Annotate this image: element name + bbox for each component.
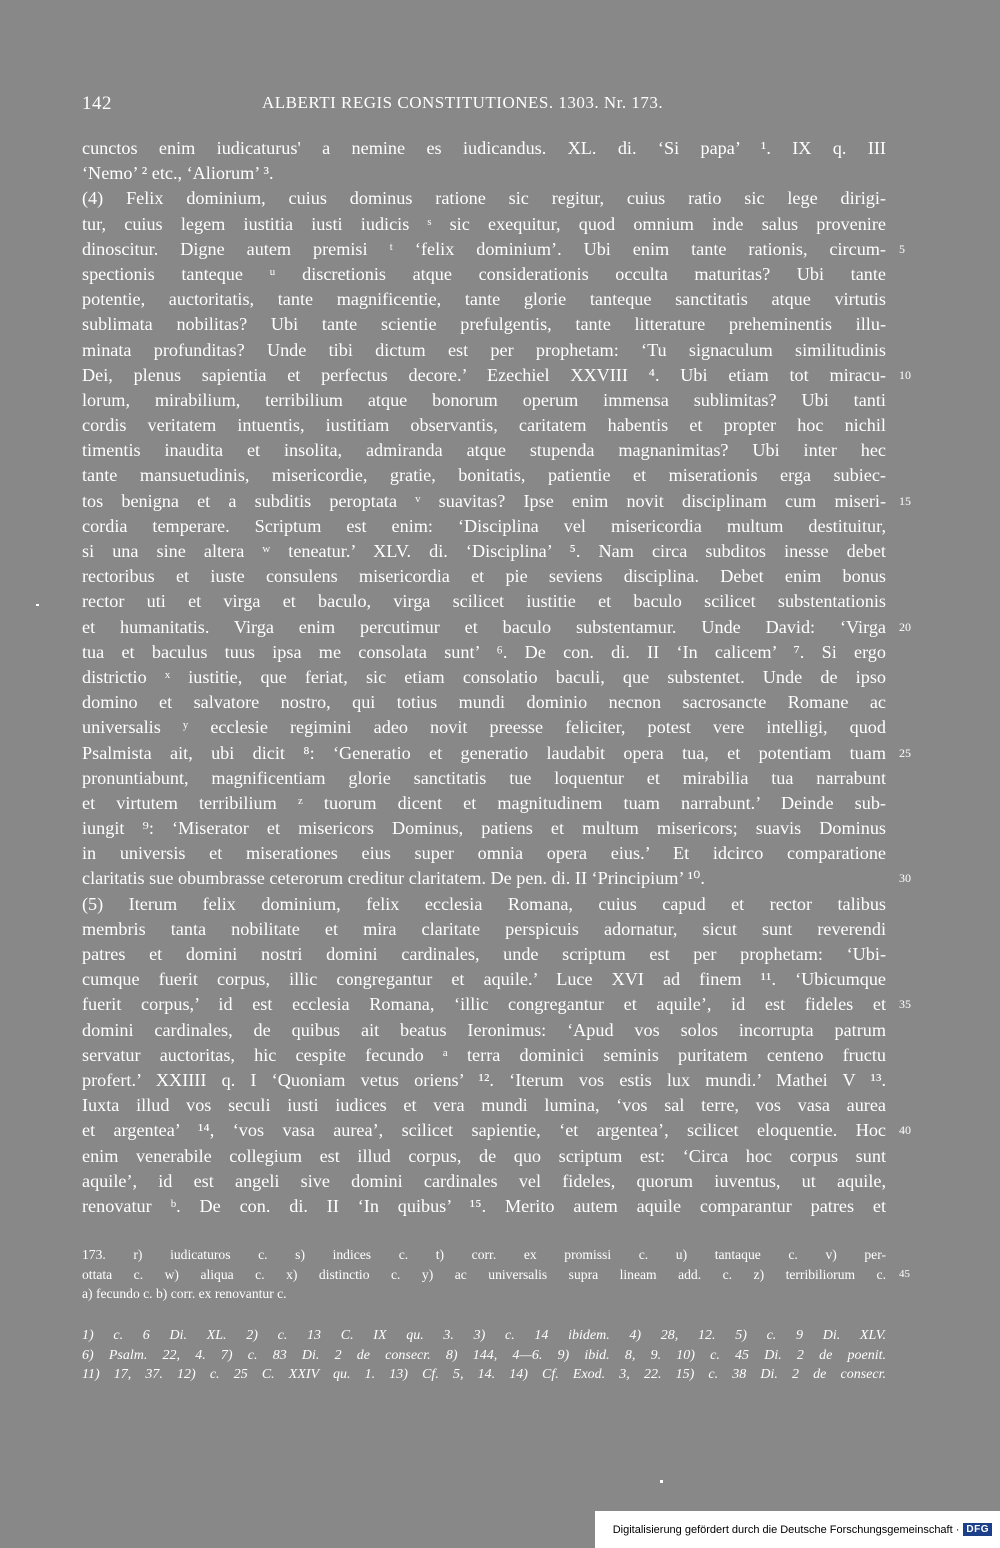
source-note-line: 11) 17, 37. 12) c. 25 C. XXIV qu. 1. 13) Cf. 5, 14. 14) Cf. Exod. 3, 22. 15) c. 38 Di. 2 de consecr. [82, 1367, 886, 1382]
footnote-text: ottata c. w) aliqua c. x) distinctio c. y) ac universalis supra lineam add. c. z) terribiliorum c. [82, 1266, 886, 1282]
text-line-content: pronuntiabunt, magnificentiam glorie sanctitatis tue loquentur et mirabilia tua narrabunt [82, 767, 886, 788]
text-line [82, 388, 886, 413]
line-number: 40 [899, 1123, 911, 1138]
text-line-content: fuerit corpus,’ id est ecclesia Romana, ‘illic congregantur et aquile’, id est fideles et [82, 994, 886, 1015]
text-line-content: ‘Nemo’ ² etc., ‘Aliorum’ ³. [82, 163, 274, 184]
line-number: 20 [899, 619, 911, 634]
text-line [82, 741, 911, 766]
text-line-content: profert.’ XXIIII q. I ‘Quoniam vetus oriens’ ¹². ‘Iterum vos estis lux mundi.’ Mathei V ¹³. [82, 1069, 886, 1090]
text-line-content: et virtutem terribilium ᶻ tuorum dicent et magnitudinem tuam narrabunt.’ Deinde sub- [82, 792, 886, 813]
text-line-content: (5) Iterum felix dominium, felix ecclesia Romana, cuius capud et rector talibus [82, 893, 886, 914]
text-line-content: Dei, plenus sapientia et perfectus decore.’ Ezechiel XXVIII ⁴. Ubi etiam tot miracu- [82, 364, 886, 385]
text-line [82, 514, 886, 539]
text-line [82, 866, 911, 891]
text-line [82, 463, 886, 488]
text-line [82, 766, 886, 791]
source-note-line: 6) Psalm. 22, 4. 7) c. 83 Di. 2 de consecr. 8) 144, 4—6. 9) ibid. 8, 9. 10) c. 45 Di. 2 de poenit. [82, 1347, 886, 1363]
text-line-content: domini cardinales, de quibus ait beatus Ieronimus: ‘Apud vos solos incorrupta patrum [82, 1019, 886, 1040]
footnote-text: a) fecundo c. b) corr. ex renovantur c. [82, 1286, 287, 1301]
text-line-content: enim venerabile collegium est illud corpus, de quo scriptum est: ‘Circa hoc corpus sunt [82, 1145, 886, 1166]
text-line-content: districtio ˣ iustitie, que feriat, sic etiam consolatio baculi, que substentet. Unde de ipso [82, 666, 886, 687]
scan-speck [36, 604, 39, 606]
text-line [82, 262, 886, 287]
funding-footer [595, 1511, 1000, 1548]
line-number: 45 [899, 1267, 910, 1280]
funding-text: Digitalisierung gefördert durch die Deutsche Forschungsgemeinschaft · [612, 1523, 960, 1536]
line-number: 25 [899, 745, 911, 760]
line-number: 15 [899, 493, 911, 508]
text-line-content: (4) Felix dominium, cuius dominus ratione sic regitur, cuius ratio sic lege dirigi- [82, 188, 886, 209]
text-line [82, 413, 886, 438]
line-number: 35 [899, 997, 911, 1012]
text-line-content: aquile’, id est angeli sive domini cardinales vel fideles, quorum iuventus, ut aquile, [82, 1170, 886, 1191]
text-line [82, 640, 886, 665]
text-line-content: cordia temperare. Scriptum est enim: ‘Disciplina vel misericordia multum destituitur, [82, 515, 886, 536]
text-line [82, 715, 886, 740]
text-line [82, 1018, 886, 1043]
text-line [82, 312, 886, 337]
text-line [82, 665, 886, 690]
text-line-content: spectionis tanteque ᵘ discretionis atque considerationis occulta maturitas? Ubi tante [82, 263, 886, 284]
page-number: 142 [82, 93, 112, 114]
text-line [82, 892, 886, 917]
text-line [82, 489, 911, 514]
text-line [82, 212, 886, 237]
text-line [82, 1144, 886, 1169]
text-line-content: minata profunditas? Unde tibi dictum est per prophetam: ‘Tu signaculum similitudinis [82, 339, 886, 360]
text-line-content: et argentea’ ¹⁴, ‘vos vasa aurea’, scilicet sapientie, ‘et argentea’, scilicet eloquentie. Hoc [82, 1120, 886, 1141]
text-line-content: iungit ⁹: ‘Miserator et misericors Dominus, patiens et multum misericors; suavis Dominus [82, 818, 886, 839]
text-line-content: et humanitatis. Virga enim percutimur et baculo substentamur. Unde David: ‘Virga [82, 616, 886, 637]
text-line [82, 690, 886, 715]
source-notes [82, 1326, 886, 1385]
text-line-content: cordis veritatem intuentis, iustitiam observantis, caritatem habentis et propter hoc nichil [82, 415, 886, 436]
footnote-text: 173. r) iudicaturos c. s) indices c. t) corr. ex promissi c. u) tantaque c. v) per- [82, 1247, 886, 1262]
text-line-content: tante mansuetudinis, misericordie, gratie, bonitatis, patientie et miserationis erga subiec- [82, 465, 886, 486]
text-line-content: cunctos enim iudicaturus' a nemine es iudicandus. XL. di. ‘Si papa’ ¹. IX q. III [82, 138, 886, 158]
text-line [82, 589, 886, 614]
text-line-content: patres et domini nostri domini cardinales, unde scriptum est per prophetam: ‘Ubi- [82, 944, 886, 964]
text-line-content: potentie, auctoritatis, tante magnificentie, tante glorie tanteque sanctitatis atque virtutis [82, 289, 886, 310]
text-line [82, 161, 886, 186]
text-line [82, 338, 886, 363]
text-line-content: Iuxta illud vos seculi iusti iudices et vera mundi lumina, ‘vos sal terre, vos vasa aurea [82, 1095, 886, 1116]
text-line [82, 287, 886, 312]
text-line-content: renovatur ᵇ. De con. di. II ‘In quibus’ ¹⁵. Merito autem aquile comparantur patres et [82, 1195, 886, 1216]
text-line [82, 1169, 886, 1194]
text-line-content: si una sine altera ʷ teneatur.’ XLV. di. ‘Disciplina’ ⁵. Nam circa subditos inesse debet [82, 541, 886, 561]
line-number: 5 [899, 241, 905, 256]
text-line-content: rector uti et virga et baculo, virga scilicet iustitie et baculo scilicet substentationis [82, 591, 886, 612]
text-line [82, 539, 886, 564]
text-line-content: membris tanta nobilitate et mira claritate perspicuis adornatur, sicut sunt reverendi [82, 918, 886, 939]
text-line [82, 791, 886, 816]
text-line [82, 816, 886, 841]
text-line [82, 186, 886, 211]
footnote-line [82, 1265, 910, 1285]
text-line-content: Psalmista ait, ubi dicit ⁸: ‘Generatio et generatio laudabit opera tua, et potentiam tuam [82, 742, 886, 763]
source-note-line: 1) c. 6 Di. XL. 2) c. 13 C. IX qu. 3. 3) c. 14 ibidem. 4) 28, 12. 5) c. 9 Di. XLV. [82, 1328, 886, 1343]
footnote-line [82, 1284, 886, 1304]
text-line-content: lorum, mirabilium, terribilium atque bonorum operum immensa sublimitas? Ubi tanti [82, 389, 886, 410]
line-number: 30 [899, 871, 911, 886]
text-line [82, 1194, 886, 1219]
text-line [82, 438, 886, 463]
text-line [82, 363, 911, 388]
footnote-line [82, 1245, 886, 1265]
text-line [82, 992, 911, 1017]
scan-speck [660, 1480, 663, 1483]
text-line-content: tur, cuius legem iustitia iusti iudicis ˢ sic exequitur, quod omnium inde salus provenire [82, 213, 886, 234]
text-line [82, 967, 886, 992]
text-line [82, 1118, 911, 1143]
text-line [82, 1043, 886, 1068]
critical-apparatus [82, 1245, 910, 1304]
text-line-content: in universis et miserationes eius super omnia opera eius.’ Et idcirco comparatione [82, 843, 886, 864]
text-line-content: cumque fuerit corpus, illic congregantur et aquile.’ Luce XVI ad finem ¹¹. ‘Ubicumque [82, 969, 886, 990]
line-number: 10 [899, 367, 911, 382]
body-text [82, 136, 911, 1219]
text-line [82, 136, 886, 161]
text-line [82, 841, 886, 866]
text-line-content: servatur auctoritas, hic cespite fecundo ᵃ terra dominici seminis puritatem centeno fructu [82, 1044, 886, 1065]
text-line [82, 615, 911, 640]
text-line-content: sublimata nobilitas? Ubi tante scientie prefulgentis, tante litterature preheminentis illu- [82, 314, 886, 335]
text-line [82, 1068, 886, 1093]
text-line-content: tos benigna et a subditis peroptata ᵛ suavitas? Ipse enim novit disciplinam cum miseri- [82, 490, 886, 511]
text-line-content: timentis inaudita et insolita, admiranda atque stupenda magnanimitas? Ubi inter hec [82, 440, 886, 461]
text-line [82, 237, 905, 262]
text-line-content: domino et salvatore nostro, qui totius mundi dominio necnon sacrosancte Romane ac [82, 692, 886, 713]
text-line-content: claritatis sue obumbrasse ceterorum creditur claritatem. De pen. di. II ‘Principium’ ¹⁰. [82, 868, 705, 889]
text-line-content: universalis ʸ ecclesie regimini adeo novit preesse feliciter, potest vere intelligi, quod [82, 717, 886, 738]
text-line [82, 942, 886, 967]
text-line [82, 564, 886, 589]
text-line-content: rectoribus et iuste consulens misericordia et pie seviens disciplina. Debet enim bonus [82, 566, 886, 587]
text-line-content: dinoscitur. Digne autem premisi ᵗ ‘felix dominium’. Ubi enim tante rationis, circum- [82, 238, 886, 259]
text-line [82, 917, 886, 942]
text-line-content: tua et baculus tuus ipsa me consolata sunt’ ⁶. De con. di. II ‘In calicem’ ⁷. Si ergo [82, 641, 886, 662]
dfg-logo: DFG [963, 1523, 992, 1536]
text-line [82, 1093, 886, 1118]
running-title: ALBERTI REGIS CONSTITUTIONES. 1303. Nr. 173. [262, 93, 664, 112]
